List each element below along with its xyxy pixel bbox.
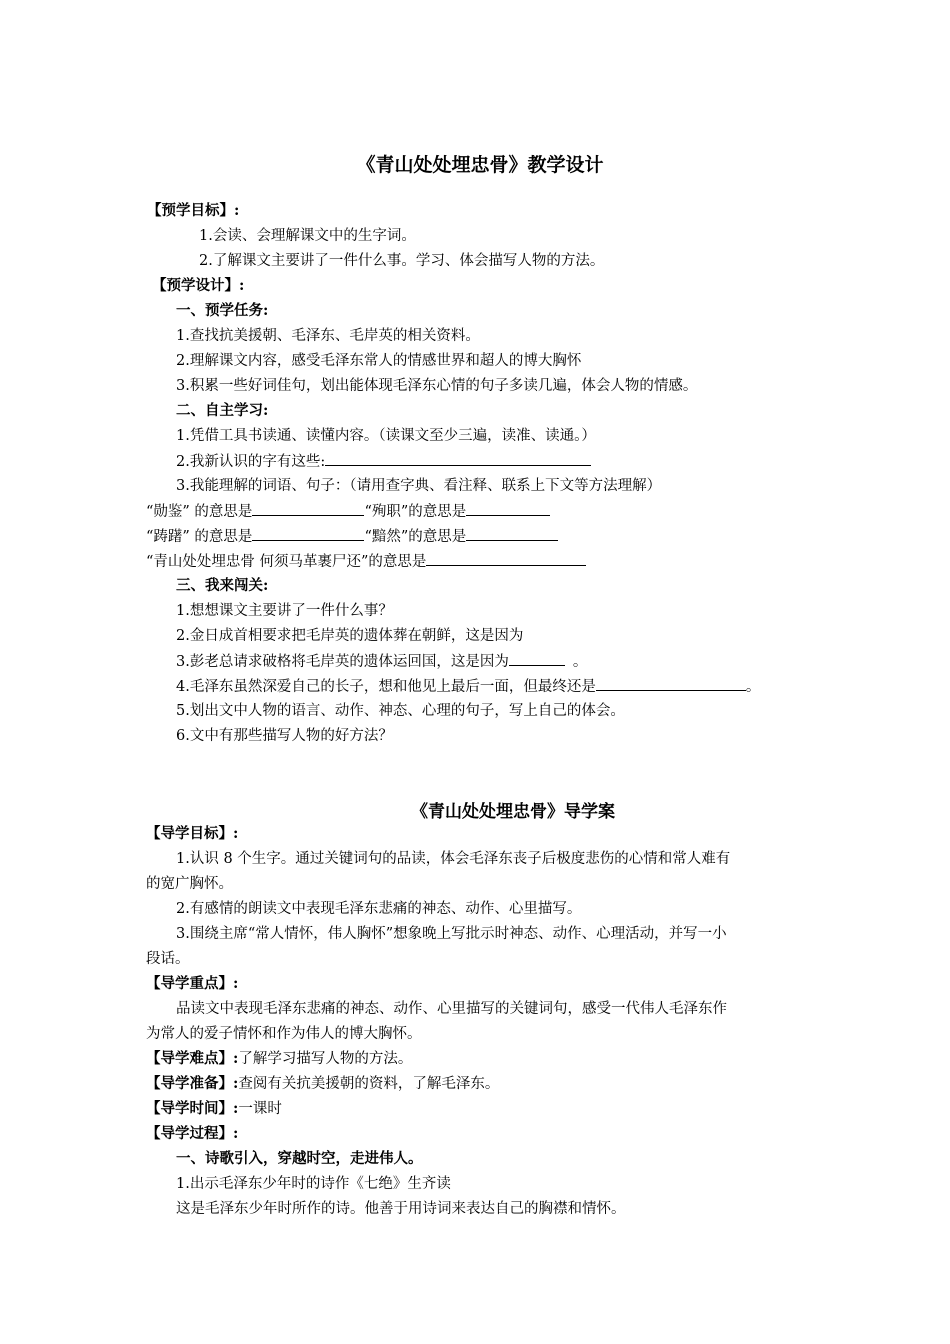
word1-a-blank (252, 501, 364, 516)
section3-item-4-end: 。 (745, 679, 761, 695)
design-title: 《青山处处埋忠骨》教学设计 (356, 154, 604, 176)
section3-item-6: 6.文中有那些描写人物的好方法？ (176, 728, 393, 744)
section3-heading: 三、我来闯关: (176, 577, 269, 594)
guide-preparation-heading: 【导学准备】: (146, 1075, 239, 1092)
word2-a-blank (252, 526, 364, 541)
section2-heading: 二、自主学习: (176, 402, 269, 419)
step1-item-1: 1.出示毛泽东少年时的诗作《七绝》生齐读 (176, 1176, 451, 1192)
guide-goal-2: 2.有感情的朗读文中表现毛泽东悲痛的神态、动作、心里描写。 (176, 901, 582, 917)
word3-blank (426, 551, 586, 566)
word2-a-label: “踌躇” 的意思是 (146, 529, 253, 545)
new-chars-blank (325, 451, 591, 466)
guide-key-line-2: 为常人的爱子情怀和作为伟人的博大胸怀。 (146, 1026, 422, 1042)
word-row-2 (146, 526, 558, 547)
guide-time (146, 1099, 282, 1119)
section3-item-4-blank (596, 676, 746, 691)
guide-key-line-1: 品读文中表现毛泽东悲痛的神态、动作、心里描写的关键词句，感受一代伟人毛泽东作 (176, 1001, 727, 1017)
section3-item-4 (176, 676, 760, 697)
guide-goal-heading: 【导学目标】: (146, 825, 239, 842)
section2-item-2-label: 2.我新认识的字有这些: (176, 454, 326, 470)
guide-key-heading: 【导学重点】: (146, 975, 239, 992)
section3-item-1: 1.想想课文主要讲了一件什么事？ (176, 603, 393, 619)
guide-difficulty-text: 了解学习描写人物的方法。 (238, 1051, 413, 1067)
section1-item-2: 2.理解课文内容，感受毛泽东常人的情感世界和超人的博大胸怀 (176, 353, 582, 369)
guide-goal-1-line-1: 1.认识 8 个生字。通过关键词句的品读，体会毛泽东丧子后极度悲伤的心情和常人难有 (176, 851, 731, 867)
word1-a-label: “勋鉴” 的意思是 (146, 504, 253, 520)
guide-difficulty (146, 1049, 412, 1069)
guide-process-heading: 【导学过程】: (146, 1125, 239, 1142)
design-plan-heading: 【预学设计】: (152, 277, 245, 294)
section2-item-2 (176, 451, 591, 472)
guide-difficulty-heading: 【导学难点】: (146, 1050, 239, 1067)
section1-item-3: 3.积累一些好词佳句，划出能体现毛泽东心情的句子多读几遍，体会人物的情感。 (176, 378, 698, 394)
step1-heading: 一、诗歌引入，穿越时空，走进伟人。 (176, 1150, 423, 1167)
design-goal-1: 1.会读、会理解课文中的生字词。 (199, 228, 416, 244)
section3-item-3 (176, 651, 587, 672)
word-row-1 (146, 501, 550, 522)
word-row-3 (146, 551, 586, 572)
section1-heading: 一、预学任务: (176, 302, 269, 319)
guide-preparation-text: 查阅有关抗美援朝的资料，了解毛泽东。 (238, 1076, 500, 1092)
section3-item-4-label: 4.毛泽东虽然深爱自己的长子，想和他见上最后一面，但最终还是 (176, 679, 596, 695)
design-goal-2: 2.了解课文主要讲了一件什么事。学习、体会描写人物的方法。 (199, 253, 605, 269)
word1-b-blank (466, 501, 550, 516)
section3-item-2: 2.金日成首相要求把毛岸英的遗体葬在朝鲜，这是因为 (176, 628, 524, 644)
design-goal-heading: 【预学目标】: (147, 202, 240, 219)
section2-item-3: 3.我能理解的词语、句子：（请用查字典、看注释、联系上下文等方法理解） (176, 478, 662, 494)
section3-item-3-label: 3.彭老总请求破格将毛岸英的遗体运回国，这是因为 (176, 654, 509, 670)
word3-label: “青山处处埋忠骨 何须马革裹尸还”的意思是 (146, 554, 427, 570)
section2-item-1: 1.凭借工具书读通、读懂内容。（读课文至少三遍，读准、读通。） (176, 428, 596, 444)
word2-b-blank (466, 526, 558, 541)
step1-text: 这是毛泽东少年时所作的诗。他善于用诗词来表达自己的胸襟和情怀。 (176, 1201, 626, 1217)
section3-item-3-blank (509, 651, 565, 666)
guide-time-heading: 【导学时间】: (146, 1100, 239, 1117)
guide-goal-1-line-2: 的宽广胸怀。 (146, 876, 233, 892)
guide-goal-3-line-2: 段话。 (146, 951, 190, 967)
section3-item-3-end: 。 (572, 654, 588, 670)
section3-item-5: 5.划出文中人物的语言、动作、神态、心理的句子，写上自己的体会。 (176, 703, 625, 719)
guide-goal-3-line-1: 3.围绕主席“常人情怀，伟人胸怀”想象晚上写批示时神态、动作、心理活动，并写一小 (176, 926, 727, 942)
guide-time-text: 一课时 (238, 1101, 282, 1117)
guide-title: 《青山处处埋忠骨》导学案 (411, 802, 615, 822)
section1-item-1: 1.查找抗美援朝、毛泽东、毛岸英的相关资料。 (176, 328, 480, 344)
guide-preparation (146, 1074, 499, 1094)
word2-b-label: “黯然”的意思是 (364, 529, 467, 545)
word1-b-label: “殉职”的意思是 (364, 504, 467, 520)
